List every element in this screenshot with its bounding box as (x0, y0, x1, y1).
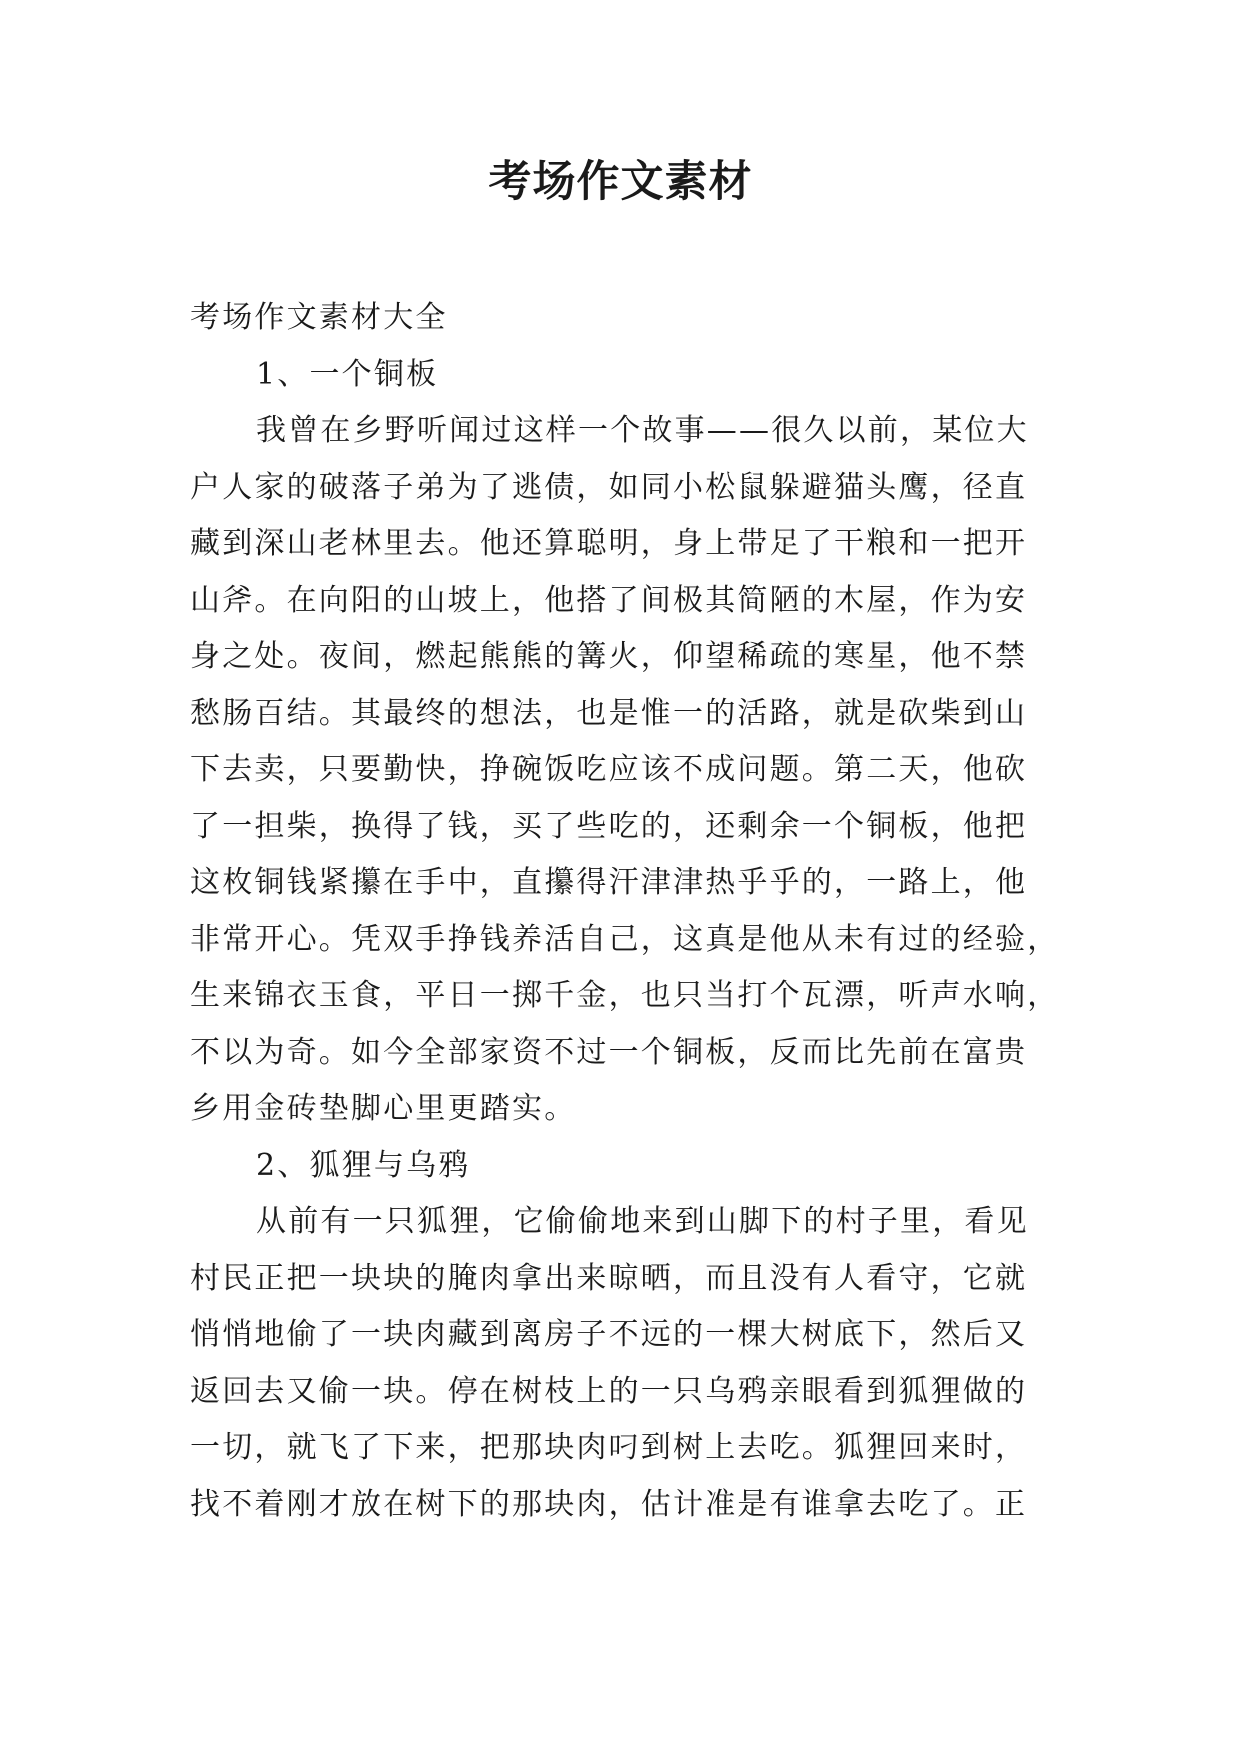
paragraph-line: 愁肠百结。其最终的想法，也是惟一的活路，就是砍柴到山 (190, 695, 1028, 731)
paragraph-line: 不以为奇。如今全部家资不过一个铜板，反而比先前在富贵 (190, 1034, 1028, 1070)
paragraph-line: 身之处。夜间，燃起熊熊的篝火，仰望稀疏的寒星，他不禁 (190, 639, 1028, 674)
paragraph-line: 下去卖，只要勤快，挣碗饭吃应该不成问题。第二天，他砍 (190, 752, 1028, 787)
paragraph-line: 返回去又偷一块。停在树枝上的一只乌鸦亲眼看到狐狸做的 (190, 1373, 1028, 1409)
paragraph-line: 一切，就飞了下来，把那块肉叼到树上去吃。狐狸回来时， (190, 1430, 1028, 1465)
paragraph-line: 非常开心。凭双手挣钱养活自己，这真是他从未有过的经验， (190, 921, 1060, 957)
paragraph-line: 从前有一只狐狸，它偷偷地来到山脚下的村子里，看见 (256, 1204, 1029, 1239)
paragraph-line: 山斧。在向阳的山坡上，他搭了间极其简陋的木屋，作为安 (190, 582, 1028, 618)
section-heading-main: 考场作文素材大全 (190, 300, 448, 335)
paragraph-line: 村民正把一块块的腌肉拿出来晾晒，而且没有人看守，它就 (190, 1260, 1028, 1296)
subheading-fox-and-crow: 2、狐狸与乌鸦 (256, 1147, 471, 1183)
subheading-copper-coin: 1、一个铜板 (256, 356, 439, 392)
document-body (190, 290, 1060, 1533)
paragraph-line: 这枚铜钱紧攥在手中，直攥得汗津津热乎乎的，一路上，他 (190, 865, 1028, 900)
paragraph-line: 乡用金砖垫脚心里更踏实。 (190, 1091, 577, 1126)
paragraph-line: 悄悄地偷了一块肉藏到离房子不远的一棵大树底下，然后又 (190, 1317, 1028, 1352)
paragraph-line: 我曾在乡野听闻过这样一个故事——很久以前，某位大 (256, 413, 1029, 448)
document-title: 考场作文素材 (488, 157, 753, 207)
paragraph-line: 藏到深山老林里去。他还算聪明，身上带足了干粮和一把开 (190, 526, 1028, 561)
paragraph-line: 生来锦衣玉食，平日一掷千金，也只当打个瓦漂，听声水响， (190, 978, 1060, 1013)
paragraph-line: 户人家的破落子弟为了逃债，如同小松鼠躲避猫头鹰，径直 (190, 469, 1028, 505)
paragraph-line: 了一担柴，换得了钱，买了些吃的，还剩余一个铜板，他把 (190, 808, 1028, 844)
paragraph-line: 找不着刚才放在树下的那块肉，估计准是有谁拿去吃了。正 (190, 1486, 1028, 1522)
